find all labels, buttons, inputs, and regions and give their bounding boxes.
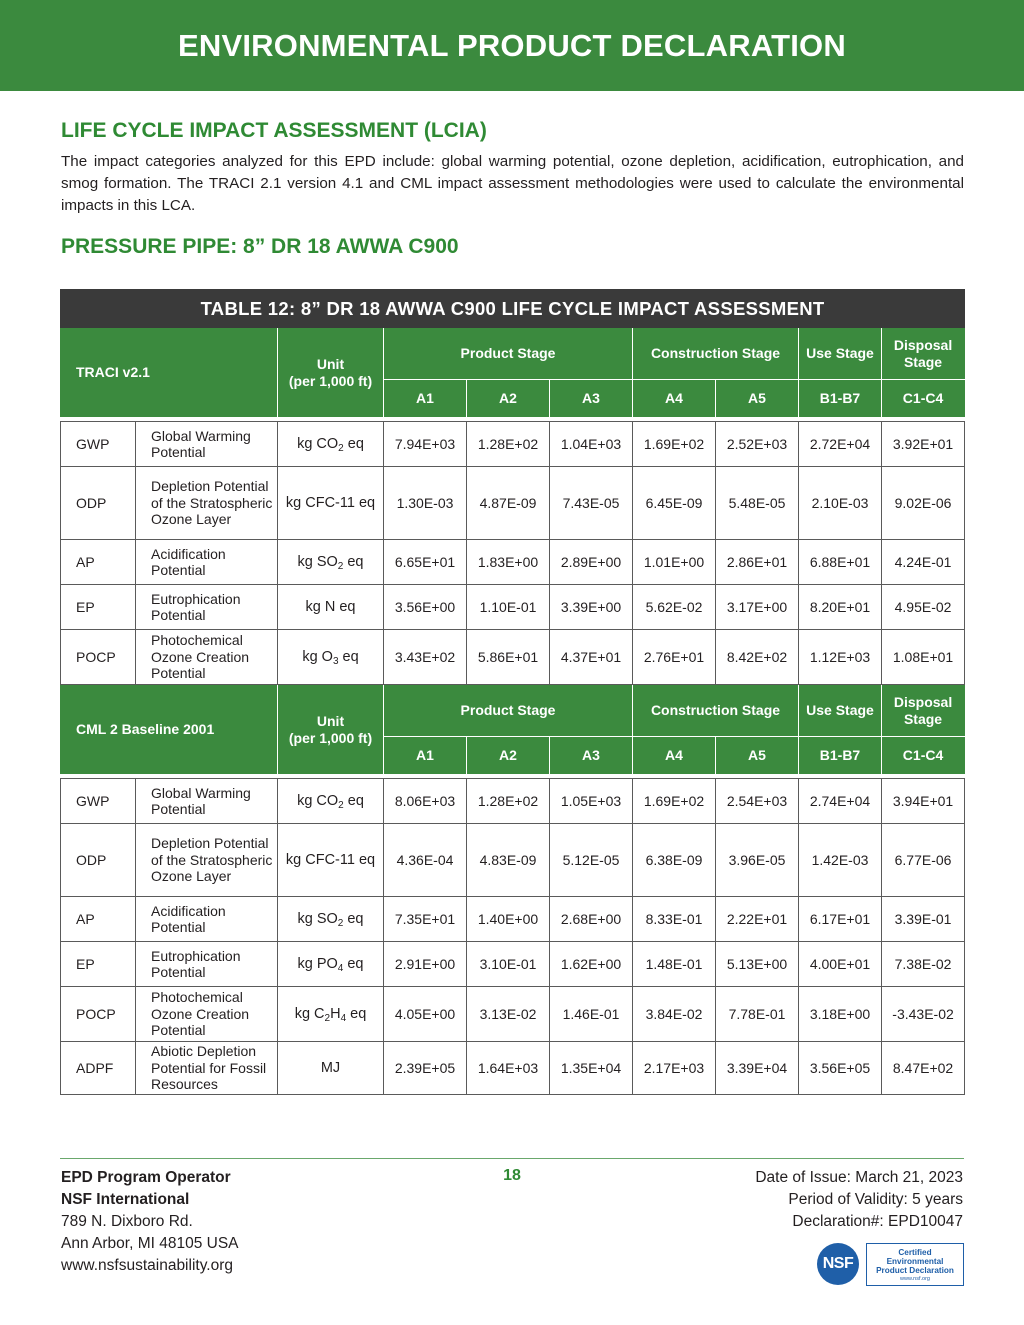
impact-value: 6.77E-06	[882, 824, 965, 897]
impact-value: 4.95E-02	[882, 585, 965, 630]
table-row	[61, 987, 965, 1042]
impact-value: 3.92E+01	[882, 422, 965, 467]
impact-category: Eutrophication Potential	[136, 942, 278, 987]
unit-header-sub: (per 1,000 ft)	[288, 372, 373, 389]
unit-header-sub: (per 1,000 ft)	[288, 729, 373, 746]
impact-value: 8.47E+02	[882, 1042, 965, 1095]
impact-value: 1.62E+00	[550, 942, 633, 987]
impact-value: 1.04E+03	[550, 422, 633, 467]
impact-value: 1.69E+02	[633, 779, 716, 824]
impact-unit	[278, 1042, 384, 1095]
impact-value: 1.12E+03	[799, 630, 882, 685]
impact-abbreviation: POCP	[61, 987, 136, 1042]
impact-unit	[278, 779, 384, 824]
impact-value: 1.08E+01	[882, 630, 965, 685]
product-section-title: PRESSURE PIPE: 8” DR 18 AWWA C900	[61, 235, 459, 258]
footer-declaration-block	[755, 1167, 963, 1233]
impact-value: 1.28E+02	[467, 422, 550, 467]
impact-unit	[278, 897, 384, 942]
operator-name: NSF International	[61, 1191, 190, 1208]
impact-value: 4.00E+01	[799, 942, 882, 987]
impact-value: 4.83E-09	[467, 824, 550, 897]
impact-value: 3.84E-02	[633, 987, 716, 1042]
impact-value: 6.88E+01	[799, 540, 882, 585]
impact-category: Global Warming Potential	[136, 422, 278, 467]
unit-suffix: eq	[346, 1005, 367, 1022]
impact-value: 3.13E-02	[467, 987, 550, 1042]
unit-text: kg CFC-11 eq	[285, 494, 376, 511]
unit-suffix: eq	[343, 910, 364, 927]
impact-value: 2.86E+01	[716, 540, 799, 585]
module-header: A3	[550, 380, 633, 418]
impact-value: 2.72E+04	[799, 422, 882, 467]
unit-header	[278, 685, 384, 775]
module-header: B1-B7	[799, 737, 882, 775]
impact-value: 9.02E-06	[882, 467, 965, 540]
nsf-logo: NSF	[817, 1243, 859, 1285]
table-row	[61, 540, 965, 585]
module-header: A1	[384, 380, 467, 418]
impact-category: Depletion Potential of the Stratospheric Ozone Layer	[136, 467, 278, 540]
impact-value: 7.94E+03	[384, 422, 467, 467]
declaration-number: Declaration#: EPD10047	[792, 1213, 963, 1230]
module-header: A3	[550, 737, 633, 775]
impact-value: 4.24E-01	[882, 540, 965, 585]
impact-value: 1.40E+00	[467, 897, 550, 942]
module-header: C1-C4	[882, 737, 965, 775]
operator-website-link[interactable]: www.nsfsustainability.org	[61, 1257, 234, 1274]
impact-value: 1.30E-03	[384, 467, 467, 540]
impact-value: 7.78E-01	[716, 987, 799, 1042]
footer-operator-block	[61, 1167, 239, 1277]
impact-unit	[278, 824, 384, 897]
unit-text: kg C	[294, 1005, 325, 1022]
impact-value: 2.17E+03	[633, 1042, 716, 1095]
header-banner	[0, 0, 1024, 91]
impact-value: 5.48E-05	[716, 467, 799, 540]
table-row	[61, 467, 965, 540]
use-stage-header: Use Stage	[799, 328, 882, 380]
cert-url: www.nsf.org	[900, 1276, 930, 1282]
impact-value: 2.68E+00	[550, 897, 633, 942]
table-row	[61, 422, 965, 467]
impact-unit	[278, 422, 384, 467]
impact-value: 1.10E-01	[467, 585, 550, 630]
impact-value: 1.69E+02	[633, 422, 716, 467]
impact-abbreviation: ODP	[61, 824, 136, 897]
unit-text: kg PO	[297, 955, 338, 972]
impact-value: 8.42E+02	[716, 630, 799, 685]
section-header-row	[61, 685, 965, 737]
impact-abbreviation: AP	[61, 540, 136, 585]
impact-value: 4.37E+01	[550, 630, 633, 685]
cert-line-2: Environmental	[886, 1257, 944, 1266]
impact-value: 5.62E-02	[633, 585, 716, 630]
impact-value: 2.74E+04	[799, 779, 882, 824]
impact-unit	[278, 630, 384, 685]
impact-value: 5.13E+00	[716, 942, 799, 987]
module-header: A4	[633, 737, 716, 775]
impact-category: Acidification Potential	[136, 540, 278, 585]
table-caption: TABLE 12: 8” DR 18 AWWA C900 LIFE CYCLE IMPACT ASSESSMENT	[61, 290, 965, 328]
date-of-issue: Date of Issue: March 21, 2023	[755, 1169, 963, 1186]
cert-line-3: Product Declaration	[876, 1266, 954, 1275]
unit-text: kg CO	[297, 792, 339, 809]
impact-value: 2.54E+03	[716, 779, 799, 824]
table-row	[61, 897, 965, 942]
impact-value: 6.45E-09	[633, 467, 716, 540]
unit-text: kg N eq	[305, 598, 356, 615]
impact-abbreviation: EP	[61, 942, 136, 987]
impact-category: Abiotic Depletion Potential for Fossil Resources	[136, 1042, 278, 1095]
impact-value: 4.36E-04	[384, 824, 467, 897]
module-header: A2	[467, 737, 550, 775]
impact-value: 2.10E-03	[799, 467, 882, 540]
impact-unit	[278, 585, 384, 630]
unit-text: kg CFC-11 eq	[285, 851, 376, 868]
certified-epd-badge	[866, 1243, 964, 1286]
table-row	[61, 585, 965, 630]
disposal-stage-header: Disposal Stage	[882, 685, 965, 737]
table-row	[61, 824, 965, 897]
lcia-section-title: LIFE CYCLE IMPACT ASSESSMENT (LCIA)	[61, 119, 487, 142]
impact-value: 1.28E+02	[467, 779, 550, 824]
impact-value: 1.48E-01	[633, 942, 716, 987]
lcia-intro-paragraph: The impact categories analyzed for this EPD include: global warming potential, ozone depletion, acidification, eutrophication, and smog formation. The TRACI 2.1 version 4.1 and CML impact assessment methodologies were used to calculate the environmental impacts in this LCA.	[61, 153, 964, 214]
impact-value: 1.35E+04	[550, 1042, 633, 1095]
impact-value: 3.39E+04	[716, 1042, 799, 1095]
impact-abbreviation: GWP	[61, 422, 136, 467]
unit-suffix: eq	[343, 792, 364, 809]
operator-address-line1: 789 N. Dixboro Rd.	[61, 1213, 193, 1230]
use-stage-header: Use Stage	[799, 685, 882, 737]
unit-header-label: Unit	[316, 355, 345, 372]
impact-value: -3.43E-02	[882, 987, 965, 1042]
impact-value: 8.20E+01	[799, 585, 882, 630]
impact-category: Acidification Potential	[136, 897, 278, 942]
impact-value: 2.76E+01	[633, 630, 716, 685]
table-row	[61, 779, 965, 824]
impact-value: 2.52E+03	[716, 422, 799, 467]
construction-stage-header: Construction Stage	[633, 685, 799, 737]
unit-subscript: 3	[332, 655, 339, 667]
impact-unit	[278, 540, 384, 585]
impact-value: 3.96E-05	[716, 824, 799, 897]
impact-unit	[278, 467, 384, 540]
module-header: A5	[716, 737, 799, 775]
product-stage-header: Product Stage	[384, 685, 633, 737]
impact-value: 3.94E+01	[882, 779, 965, 824]
unit-subscript: 2	[337, 560, 344, 572]
impact-value: 3.10E-01	[467, 942, 550, 987]
cert-line-1: Certified	[898, 1248, 932, 1257]
module-header: A4	[633, 380, 716, 418]
impact-abbreviation: EP	[61, 585, 136, 630]
impact-value: 2.39E+05	[384, 1042, 467, 1095]
impact-abbreviation: AP	[61, 897, 136, 942]
module-header: A1	[384, 737, 467, 775]
unit-text: kg O	[302, 648, 333, 665]
unit-subscript: 4	[337, 962, 344, 974]
impact-value: 1.42E-03	[799, 824, 882, 897]
product-stage-header: Product Stage	[384, 328, 633, 380]
unit-text: kg SO	[297, 910, 338, 927]
impact-value: 1.05E+03	[550, 779, 633, 824]
unit-suffix: eq	[343, 553, 364, 570]
impact-value: 2.22E+01	[716, 897, 799, 942]
impact-category: Global Warming Potential	[136, 779, 278, 824]
disposal-stage-header: Disposal Stage	[882, 328, 965, 380]
unit-text: MJ	[320, 1059, 341, 1076]
document-title: ENVIRONMENTAL PRODUCT DECLARATION	[178, 27, 846, 63]
module-header: A2	[467, 380, 550, 418]
impact-value: 7.38E-02	[882, 942, 965, 987]
impact-unit	[278, 987, 384, 1042]
impact-value: 1.83E+00	[467, 540, 550, 585]
table-row	[61, 1042, 965, 1095]
method-name: TRACI v2.1	[61, 328, 278, 418]
impact-category: Depletion Potential of the Stratospheric Ozone Layer	[136, 824, 278, 897]
footer-divider	[60, 1158, 964, 1159]
unit-suffix: eq	[343, 435, 364, 452]
impact-category: Photochemical Ozone Creation Potential	[136, 987, 278, 1042]
table-caption-row	[61, 290, 965, 328]
impact-value: 3.56E+05	[799, 1042, 882, 1095]
impact-value: 6.17E+01	[799, 897, 882, 942]
impact-value: 6.38E-09	[633, 824, 716, 897]
unit-subscript: 2	[324, 1012, 331, 1024]
unit-header	[278, 328, 384, 418]
impact-category: Photochemical Ozone Creation Potential	[136, 630, 278, 685]
impact-abbreviation: GWP	[61, 779, 136, 824]
construction-stage-header: Construction Stage	[633, 328, 799, 380]
impact-value: 4.87E-09	[467, 467, 550, 540]
impact-category: Eutrophication Potential	[136, 585, 278, 630]
method-name: CML 2 Baseline 2001	[61, 685, 278, 775]
lcia-table-container	[60, 289, 964, 1095]
impact-value: 5.12E-05	[550, 824, 633, 897]
unit-subscript: 2	[338, 799, 344, 811]
impact-abbreviation: ODP	[61, 467, 136, 540]
unit-text: kg SO	[297, 553, 338, 570]
impact-value: 3.39E+00	[550, 585, 633, 630]
lcia-table	[60, 289, 965, 1095]
unit-subscript: 2	[337, 917, 344, 929]
impact-value: 3.43E+02	[384, 630, 467, 685]
table-row	[61, 942, 965, 987]
impact-value: 1.01E+00	[633, 540, 716, 585]
impact-value: 3.39E-01	[882, 897, 965, 942]
operator-address-line2: Ann Arbor, MI 48105 USA	[61, 1235, 239, 1252]
impact-value: 6.65E+01	[384, 540, 467, 585]
impact-value: 2.89E+00	[550, 540, 633, 585]
impact-value: 8.06E+03	[384, 779, 467, 824]
unit-suffix: eq	[338, 648, 359, 665]
unit-subscript-2: 4	[340, 1012, 347, 1024]
impact-value: 1.46E-01	[550, 987, 633, 1042]
impact-value: 3.17E+00	[716, 585, 799, 630]
impact-unit	[278, 942, 384, 987]
impact-value: 3.18E+00	[799, 987, 882, 1042]
lcia-table-body	[61, 290, 965, 1095]
impact-value: 4.05E+00	[384, 987, 467, 1042]
impact-value: 7.43E-05	[550, 467, 633, 540]
module-header: C1-C4	[882, 380, 965, 418]
impact-value: 2.91E+00	[384, 942, 467, 987]
operator-label: EPD Program Operator	[61, 1169, 231, 1186]
section-header-row	[61, 328, 965, 380]
impact-abbreviation: POCP	[61, 630, 136, 685]
impact-value: 5.86E+01	[467, 630, 550, 685]
impact-value: 7.35E+01	[384, 897, 467, 942]
unit-suffix: eq	[343, 955, 364, 972]
period-of-validity: Period of Validity: 5 years	[788, 1191, 963, 1208]
page-number: 18	[503, 1167, 521, 1184]
impact-value: 1.64E+03	[467, 1042, 550, 1095]
table-row	[61, 630, 965, 685]
impact-value: 8.33E-01	[633, 897, 716, 942]
module-header: B1-B7	[799, 380, 882, 418]
module-header: A5	[716, 380, 799, 418]
impact-value: 3.56E+00	[384, 585, 467, 630]
unit-text-mid: H	[330, 1005, 341, 1022]
unit-text: kg CO	[297, 435, 339, 452]
impact-abbreviation: ADPF	[61, 1042, 136, 1095]
unit-header-label: Unit	[316, 712, 345, 729]
unit-subscript: 2	[338, 442, 344, 454]
